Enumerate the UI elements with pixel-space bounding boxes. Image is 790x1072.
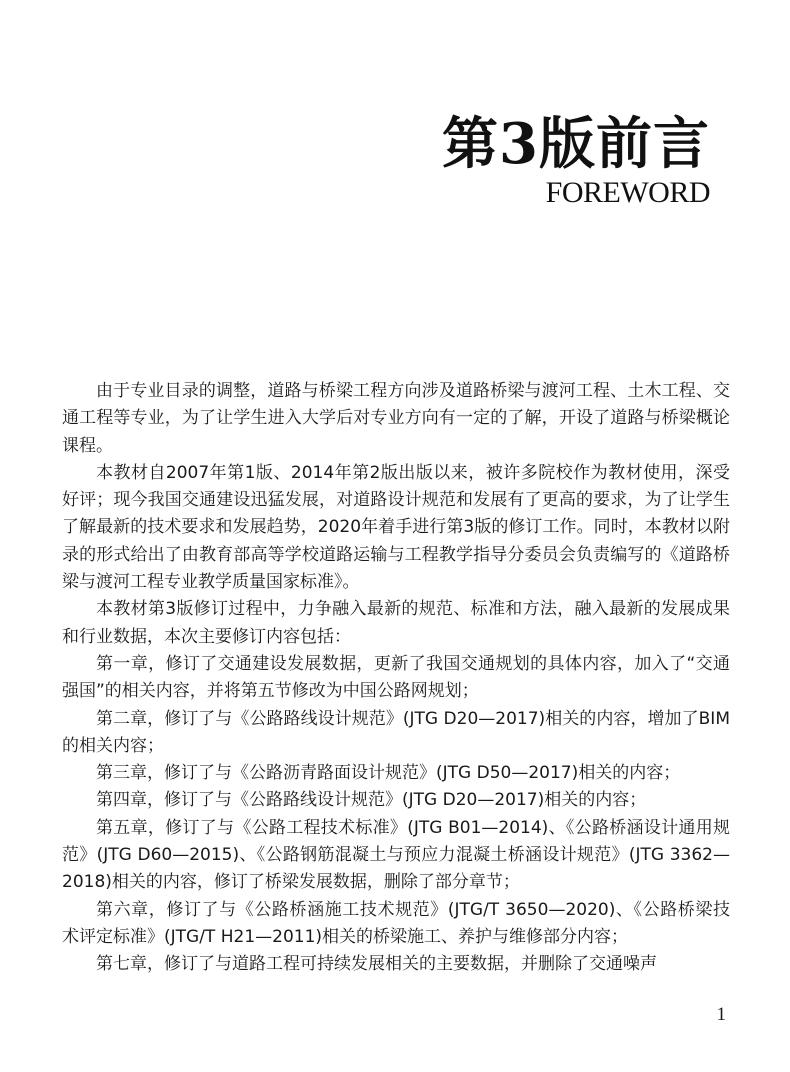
paragraph-history: 本教材自2007年第1版、2014年第2版出版以来，被许多院校作为教材使用，深受好评；现今我国交通建设迅猛发展，对道路设计规范和发展有了更高的要求，为了让学生了解最新的技术要求和发展趋势，2020年着手进行第3版的修订工作。同时，本教材以附录的形式给出了由教育部高等学校道路运输与工程教学指导分委员会负责编写的《道路桥梁与渡河工程专业教学质量国家标准》。 (62, 462, 730, 593)
paragraph-revision-summary: 本教材第3版修订过程中，力争融入最新的规范、标准和方法，融入最新的发展成果和行业数据，本次主要修订内容包括： (62, 599, 730, 647)
paragraph-chapter-3: 第三章，修订了与《公路沥青路面设计规范》(JTG D50—2017)相关的内容； (96, 763, 681, 784)
page-title: 第3版前言 (442, 111, 710, 177)
paragraph-chapter-5: 第五章，修订了与《公路工程技术标准》(JTG B01—2014)、《公路桥涵设计通用规范》(JTG D60—2015)、《公路钢筋混凝土与预应力混凝土桥涵设计规范》(JTG 3362—2018)相关的内容，修订了桥梁发展数据，删除了部分章节； (62, 817, 730, 893)
paragraph-chapter-6: 第六章，修订了与《公路桥涵施工技术规范》(JTG/T 3650—2020)、《公路桥梁技术评定标准》(JTG/T H21—2011)相关的桥梁施工、养护与维修部分内容； (62, 899, 730, 947)
foreword-body (62, 378, 730, 979)
page-number: 1 (716, 1004, 726, 1025)
paragraph-chapter-4: 第四章，修订了与《公路路线设计规范》(JTG D20—2017)相关的内容； (96, 790, 647, 811)
page-subtitle: FOREWORD (545, 176, 710, 209)
paragraph-chapter-7: 第七章，修订了与道路工程可持续发展相关的主要数据，并删除了交通噪声 (96, 954, 657, 975)
paragraph-chapter-1: 第一章，修订了交通建设发展数据，更新了我国交通规划的具体内容，加入了“交通强国”的相关内容，并将第五节修改为中国公路网规划； (62, 653, 730, 702)
paragraph-intro: 由于专业目录的调整，道路与桥梁工程方向涉及道路桥梁与渡河工程、土木工程、交通工程等专业，为了让学生进入大学后对专业方向有一定的了解，开设了道路与桥梁概论课程。 (62, 381, 730, 456)
paragraph-chapter-2: 第二章，修订了与《公路路线设计规范》(JTG D20—2017)相关的内容，增加了BIM的相关内容； (62, 708, 730, 756)
